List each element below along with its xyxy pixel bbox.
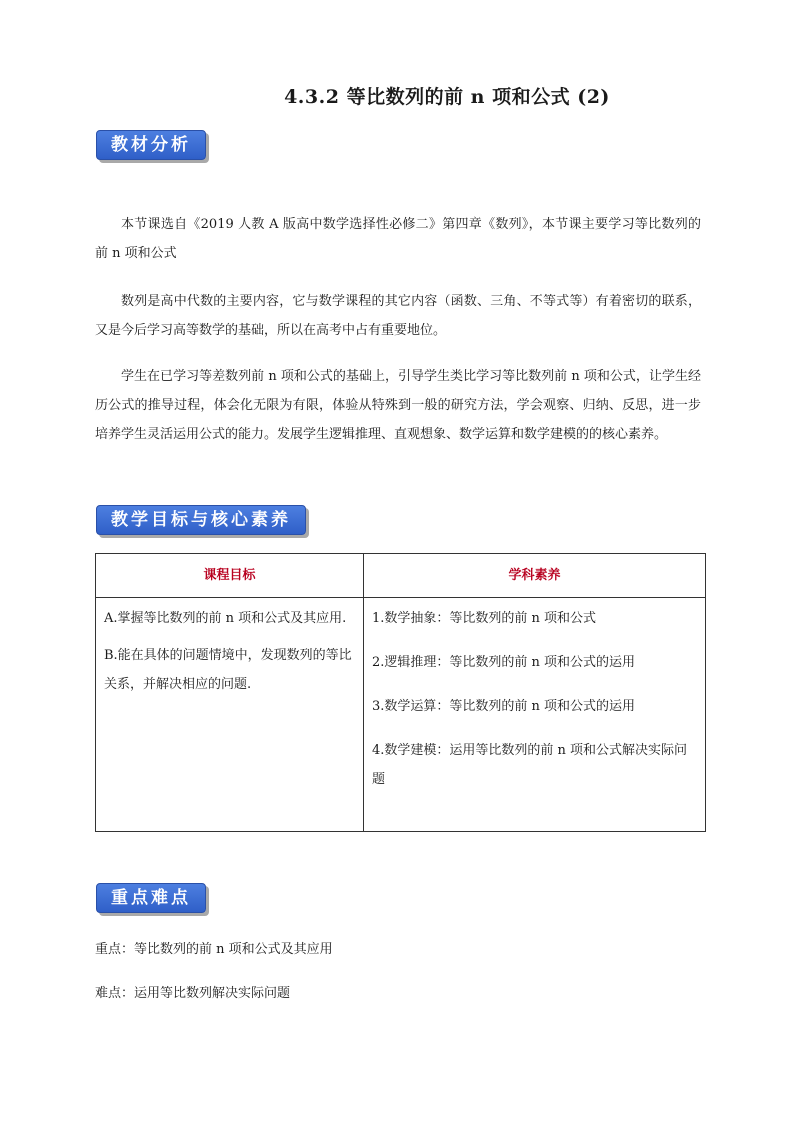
objective-b: B.能在具体的问题情境中，发现数列的等比关系，并解决相应的问题. (104, 648, 352, 692)
analysis-paragraph-1: 本节课选自《2019 人教 A 版高中数学选择性必修二》第四章《数列》，本节课主要学习等比数列的前 n 项和公式 (95, 217, 701, 261)
goals-table (95, 553, 706, 832)
literacy-cell (364, 598, 706, 832)
section-badge-key-points: 重点难点 (96, 883, 206, 913)
analysis-paragraph-2: 数列是高中代数的主要内容，它与数学课程的其它内容（函数、三角、不等式等）有着密切的联系，又是今后学习高等数学的基础，所以在高考中占有重要地位。 (95, 294, 701, 338)
literacy-item-2: 2.逻辑推理：等比数列的前 n 项和公式的运用 (372, 655, 636, 670)
table-header-row (96, 554, 706, 598)
literacy-item-4: 4.数学建模：运用等比数列的前 n 项和公式解决实际问题 (372, 743, 688, 787)
literacy-item-1: 1.数学抽象：等比数列的前 n 项和公式 (372, 611, 597, 626)
table-row (96, 598, 706, 832)
page-title: 4.3.2 等比数列的前 n 项和公式 (2) (284, 86, 610, 108)
key-point-text: 重点：等比数列的前 n 项和公式及其应用 (95, 942, 333, 957)
objectives-cell (96, 598, 364, 832)
literacy-item-3: 3.数学运算：等比数列的前 n 项和公式的运用 (372, 699, 636, 714)
header-subject-literacy: 学科素养 (364, 554, 706, 598)
section-badge-analysis: 教材分析 (96, 130, 206, 160)
difficulty-text: 难点：运用等比数列解决实际问题 (95, 986, 291, 1001)
header-course-goals: 课程目标 (96, 554, 364, 598)
section-badge-goals: 教学目标与核心素养 (96, 505, 306, 535)
objective-a: A.掌握等比数列的前 n 项和公式及其应用. (104, 611, 347, 626)
analysis-paragraph-3: 学生在已学习等差数列前 n 项和公式的基础上，引导学生类比学习等比数列前 n 项和公式，让学生经历公式的推导过程，体会化无限为有限，体验从特殊到一般的研究方法，学会观察、归纳、反思，进一步培养学生灵活运用公式的能力。发展学生逻辑推理、直观想象、数学运算和数学建模的的核心素养。 (95, 369, 701, 442)
